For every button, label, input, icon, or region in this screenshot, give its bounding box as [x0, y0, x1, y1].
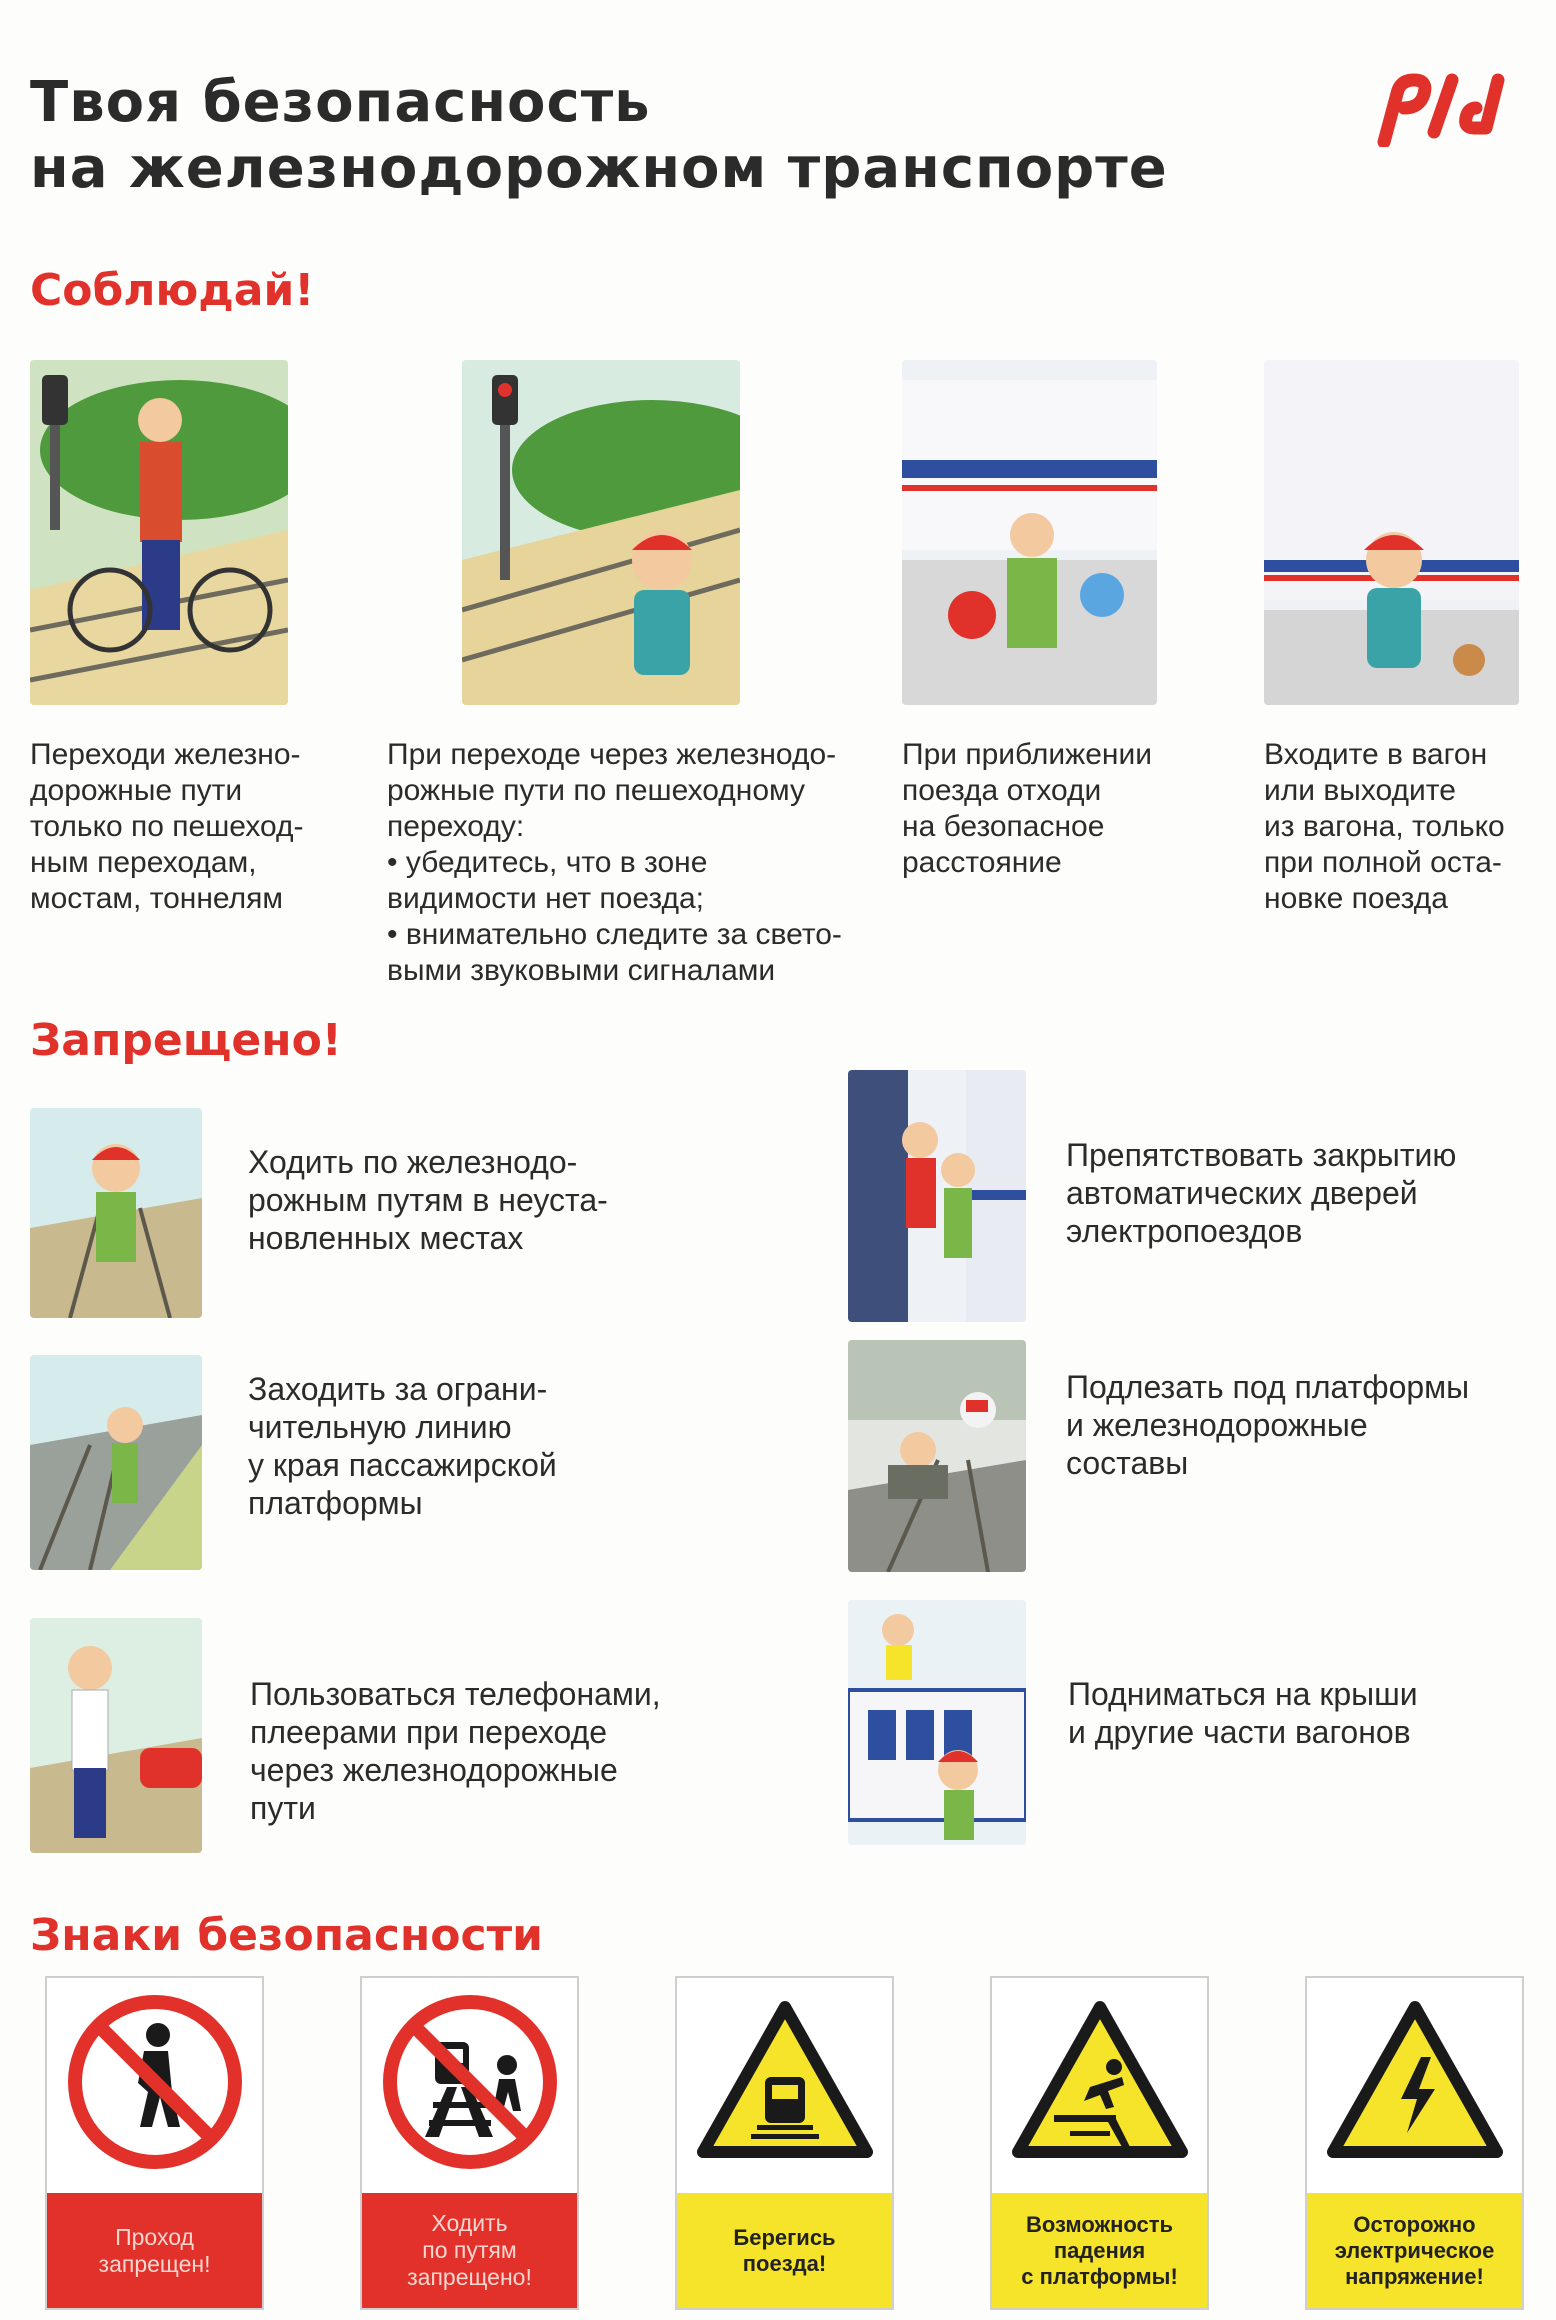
forbidden-illustration-1	[30, 1108, 202, 1318]
forbidden-illustration-6	[848, 1600, 1026, 1845]
forbidden-illustration-5	[30, 1618, 202, 1853]
signs-heading: Знаки безопасности	[30, 1910, 543, 1961]
observe-heading: Соблюдай!	[30, 265, 315, 316]
sign-label: Ходить по путям запрещено!	[362, 2193, 577, 2308]
rzd-logo	[1370, 62, 1520, 147]
sign-label: Проход запрещен!	[47, 2193, 262, 2308]
sign-beware-train	[675, 1976, 894, 2310]
observe-illustration-2	[462, 360, 740, 705]
observe-text-1: Переходи железно- дорожные пути только по пешеход- ным переходам, мостам, тоннелям	[30, 738, 304, 915]
high-voltage-icon	[1307, 1978, 1522, 2186]
forbidden-text-3: Заходить за ограни- чительную линию у края пассажирской платформы	[248, 1371, 557, 1521]
observe-text-4: Входите в вагон или выходите из вагона, только при полной оста- новке поезда	[1264, 738, 1505, 915]
sign-label: Возможность падения с платформы!	[992, 2193, 1207, 2308]
forbidden-text-4: Подлезать под платформы и железнодорожные составы	[1066, 1369, 1470, 1481]
sign-label: Берегись поезда!	[677, 2193, 892, 2308]
forbidden-illustration-3	[30, 1355, 202, 1570]
observe-illustration-4	[1264, 360, 1519, 705]
observe-text-2: При переходе через железнодо- рожные пути по пешеходному переходу: • убедитесь, что в зоне видимости нет поезда; • внимательно следите за свето- выми звуковыми сигналами	[387, 738, 842, 987]
forbidden-illustration-4	[848, 1340, 1026, 1572]
sign-high-voltage	[1305, 1976, 1524, 2310]
forbidden-text-6: Подниматься на крыши и другие части вагонов	[1068, 1676, 1418, 1750]
sign-no-entry	[45, 1976, 264, 2310]
observe-illustration-3	[902, 360, 1157, 705]
walking-on-tracks-icon	[362, 1978, 577, 2186]
sign-label: Осторожно электрическое напряжение!	[1307, 2193, 1522, 2308]
sign-fall-from-platform	[990, 1976, 1209, 2310]
forbidden-text-2: Препятствовать закрытию автоматических дверей электропоездов	[1066, 1137, 1457, 1249]
pedestrian-icon	[47, 1978, 262, 2186]
falling-person-icon	[992, 1978, 1207, 2186]
sign-no-walking-on-tracks	[360, 1976, 579, 2310]
train-icon	[677, 1978, 892, 2186]
forbidden-text-1: Ходить по железнодо- рожным путям в неуста- новленных местах	[248, 1144, 608, 1256]
forbidden-illustration-2	[848, 1070, 1026, 1322]
forbidden-heading: Запрещено!	[30, 1015, 342, 1066]
forbidden-text-5: Пользоваться телефонами, плеерами при переходе через железнодорожные пути	[250, 1676, 661, 1826]
observe-illustration-1	[30, 360, 288, 705]
page-title: Твоя безопасность на железнодорожном транспорте	[30, 70, 1168, 201]
observe-text-3: При приближении поезда отходи на безопасное расстояние	[902, 738, 1152, 879]
